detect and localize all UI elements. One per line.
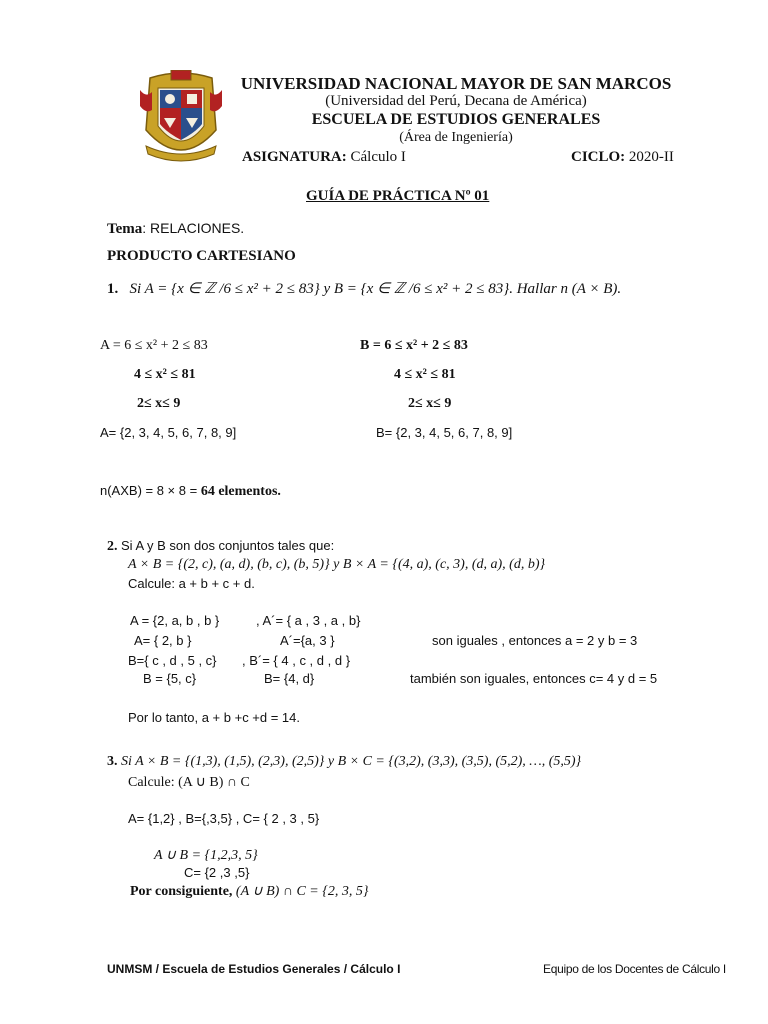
problem-1-b-set: B= {2, 3, 4, 5, 6, 7, 8, 9]	[376, 425, 513, 440]
problem-1-b-line3: 2≤ x≤ 9	[408, 396, 452, 411]
topic-value: : RELACIONES.	[142, 220, 245, 236]
subject-line	[242, 149, 406, 166]
problem-1-a-line3: 2≤ x≤ 9	[137, 396, 181, 411]
problem-2-row1-right: , A´= { a , 3 , a , b}	[256, 613, 361, 628]
section-title: PRODUCTO CARTESIANO	[107, 248, 296, 264]
problem-2-row1-left: A = {2, a, b , b }	[130, 613, 220, 628]
problem-1-result	[100, 483, 281, 500]
problem-1-result-prefix: n(AXB) = 8 × 8 =	[100, 483, 201, 498]
problem-3-conclusion	[130, 883, 368, 900]
area-name: (Área de Ingeniería)	[399, 130, 513, 145]
subject-label: ASIGNATURA:	[242, 149, 347, 165]
problem-2-row3-left: B={ c , d , 5 , c}	[128, 653, 217, 668]
cycle-value: 2020-II	[628, 149, 674, 165]
footer-right: Equipo de los Docentes de Cálculo I	[543, 962, 726, 976]
subject-value: Cálculo I	[350, 149, 406, 165]
problem-3-text: Si A × B = {(1,3), (1,5), (2,3), (2,5)} y B × C = {(3,2), (3,3), (3,5), (5,2), …, (5,5)}	[121, 754, 582, 769]
problem-2-row3-right: , B´= { 4 , c , d , d }	[242, 653, 351, 668]
problem-2-row4-left: B = {5, c}	[143, 671, 197, 686]
problem-3-conclusion-value: (A ∪ B) ∩ C = {2, 3, 5}	[232, 884, 369, 899]
problem-2-conclusion: Por lo tanto, a + b +c +d = 14.	[128, 710, 301, 725]
problem-2-products: A × B = {(2, c), (a, d), (b, c), (b, 5)} y B × A = {(4, a), (c, 3), (d, a), (d, b)}	[128, 557, 546, 572]
problem-1-text: Si A = {x ∈ ℤ /6 ≤ x² + 2 ≤ 83} y B = {x ∈ ℤ /6 ≤ x² + 2 ≤ 83}. Hallar n (A × B).	[129, 281, 622, 297]
problem-3-sets: A= {1,2} , B={,3,5} , C= { 2 , 3 , 5}	[128, 811, 320, 826]
problem-3-union: A ∪ B = {1,2,3, 5}	[154, 848, 258, 863]
problem-1-b-line2: 4 ≤ x² ≤ 81	[394, 367, 456, 382]
problem-2-calculate: Calcule: a + b + c + d.	[128, 576, 255, 591]
problem-1-a-line1: A = 6 ≤ x² + 2 ≤ 83	[100, 338, 208, 353]
problem-2-row4-mid: B= {4, d}	[264, 671, 315, 686]
problem-3-conclusion-label: Por consiguiente,	[130, 884, 233, 899]
problem-1-result-value: 64 elementos.	[200, 484, 281, 499]
topic-line	[107, 220, 244, 238]
problem-2-row2-right: son iguales , entonces a = 2 y b = 3	[432, 633, 638, 648]
problem-2-text: Si A y B son dos conjuntos tales que:	[121, 538, 335, 553]
problem-1-a-set: A= {2, 3, 4, 5, 6, 7, 8, 9]	[100, 425, 237, 440]
university-seal-logo	[136, 70, 226, 170]
topic-label: Tema	[107, 221, 143, 237]
problem-2-number: 2.	[107, 539, 118, 554]
problem-3-statement	[107, 754, 581, 770]
cycle-label: CICLO:	[571, 149, 626, 165]
problem-3-c-set: C= {2 ,3 ,5}	[184, 865, 250, 880]
cycle-line	[571, 149, 674, 166]
problem-1-number: 1.	[107, 281, 119, 297]
problem-2-statement	[107, 538, 334, 555]
problem-2-row2-left: A= { 2, b }	[134, 633, 192, 648]
footer-left: UNMSM / Escuela de Estudios Generales / Cálculo I	[107, 962, 401, 976]
school-name: ESCUELA DE ESTUDIOS GENERALES	[311, 111, 601, 128]
guide-title: GUÍA DE PRÁCTICA Nº 01	[306, 188, 490, 204]
problem-1-b-line1: B = 6 ≤ x² + 2 ≤ 83	[360, 338, 468, 353]
university-name: UNIVERSIDAD NACIONAL MAYOR DE SAN MARCOS	[240, 74, 672, 93]
problem-1-statement	[107, 279, 621, 298]
problem-2-row4-right: también son iguales, entonces c= 4 y d = 5	[410, 671, 658, 686]
problem-3-calculate: Calcule: (A ∪ B) ∩ C	[128, 775, 250, 790]
problem-3-number: 3.	[107, 754, 118, 769]
problem-1-a-line2: 4 ≤ x² ≤ 81	[134, 367, 196, 382]
university-subtitle: (Universidad del Perú, Decana de América)	[325, 93, 587, 109]
problem-2-row2-mid: A´={a, 3 }	[280, 633, 335, 648]
